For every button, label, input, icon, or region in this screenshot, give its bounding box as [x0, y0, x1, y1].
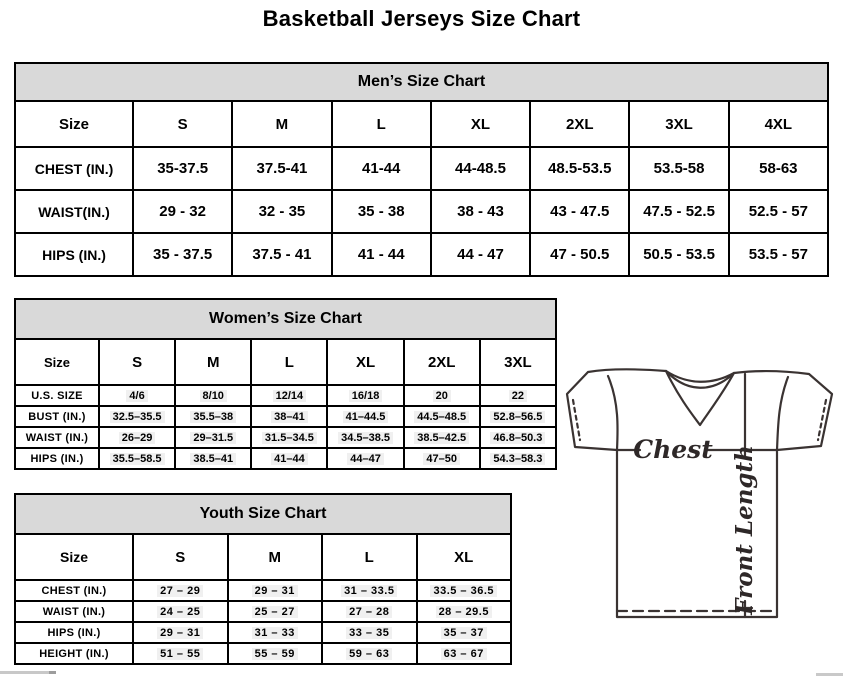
- size-value-cell: [530, 190, 629, 233]
- size-value-cell: [251, 406, 327, 427]
- size-value: 4/6: [126, 390, 147, 402]
- column-header: 4XL: [729, 101, 828, 147]
- size-value: 8/10: [200, 390, 227, 402]
- size-value-cell: [133, 190, 232, 233]
- table-row: [15, 147, 828, 190]
- page-title: Basketball Jerseys Size Chart: [262, 6, 581, 31]
- size-value-cell: [327, 406, 403, 427]
- row-label: WAIST (IN.): [15, 601, 133, 622]
- size-value-cell: [332, 233, 431, 276]
- row-label: BUST (IN.): [15, 406, 99, 427]
- size-value-cell: [404, 385, 480, 406]
- column-header: 2XL: [530, 101, 629, 147]
- size-value: 41–44: [271, 453, 308, 465]
- size-value: 59 – 63: [346, 648, 392, 660]
- row-label: CHEST (IN.): [15, 580, 133, 601]
- size-value: 25 – 27: [252, 606, 298, 618]
- size-value: 22: [509, 390, 527, 402]
- size-value-cell: [133, 580, 228, 601]
- size-value: 35.5–38: [190, 411, 236, 423]
- size-value: 47–50: [423, 453, 460, 465]
- size-value-cell: [133, 147, 232, 190]
- size-value: 26–29: [119, 432, 156, 444]
- left-armhole-seam: [608, 376, 618, 450]
- size-value-cell: [530, 233, 629, 276]
- column-header: XL: [417, 534, 512, 580]
- size-value-cell: [133, 622, 228, 643]
- size-value: 28 – 29.5: [436, 606, 492, 618]
- size-value: 29 – 31: [252, 585, 298, 597]
- size-value-cell: [99, 406, 175, 427]
- size-value-cell: [480, 406, 556, 427]
- column-header: S: [99, 339, 175, 385]
- size-value: 53.5-58: [653, 160, 705, 177]
- column-header-row: [15, 534, 511, 580]
- row-label: WAIST (IN.): [15, 427, 99, 448]
- column-header: M: [228, 534, 323, 580]
- table-row: [15, 601, 511, 622]
- size-value: 34.5–38.5: [338, 432, 393, 444]
- size-value: 44–47: [347, 453, 384, 465]
- front-length-label: Front Length: [731, 445, 758, 615]
- size-value-cell: [232, 147, 331, 190]
- size-value: 20: [433, 390, 451, 402]
- table-row: [15, 622, 511, 643]
- size-value: 41-44: [362, 160, 401, 177]
- size-value-cell: [175, 427, 251, 448]
- size-value: 46.8–50.3: [490, 432, 545, 444]
- size-value-cell: [431, 233, 530, 276]
- size-value-cell: [327, 448, 403, 469]
- size-value: 38 - 43: [457, 203, 504, 220]
- scrollbar-fragment-right[interactable]: [816, 673, 843, 676]
- table-row: [15, 233, 828, 276]
- size-value-cell: [228, 580, 323, 601]
- size-value: 12/14: [273, 390, 307, 402]
- size-value: 31 – 33.5: [341, 585, 397, 597]
- table-row: [15, 385, 556, 406]
- youth-size-table: [14, 493, 512, 665]
- size-value-cell: [232, 233, 331, 276]
- size-value: 47 - 50.5: [550, 246, 610, 263]
- size-value-cell: [228, 622, 323, 643]
- size-value: 38–41: [271, 411, 308, 423]
- size-value-cell: [417, 643, 512, 664]
- size-value-cell: [322, 580, 417, 601]
- jersey-outline: [567, 369, 832, 617]
- size-value: 31 – 33: [252, 627, 298, 639]
- size-value-cell: [251, 427, 327, 448]
- size-value-cell: [332, 147, 431, 190]
- size-value: 55 – 59: [252, 648, 298, 660]
- size-value: 35 – 37: [441, 627, 487, 639]
- size-label-header: Size: [15, 101, 133, 147]
- table-row: [15, 580, 511, 601]
- size-value: 52.5 - 57: [748, 203, 808, 220]
- size-value: 29 - 32: [159, 203, 206, 220]
- size-value-cell: [228, 601, 323, 622]
- right-cuff-stitch: [818, 400, 826, 440]
- size-value: 38.5–42.5: [414, 432, 469, 444]
- size-value-cell: [251, 385, 327, 406]
- size-value-cell: [417, 601, 512, 622]
- table-title-row: [15, 63, 828, 101]
- size-value-cell: [480, 448, 556, 469]
- column-header-row: [15, 101, 828, 147]
- size-value: 16/18: [349, 390, 383, 402]
- size-value: 27 – 29: [157, 585, 203, 597]
- size-value-cell: [133, 601, 228, 622]
- size-value-cell: [322, 622, 417, 643]
- size-value-cell: [322, 643, 417, 664]
- size-value-cell: [729, 147, 828, 190]
- size-value: 63 – 67: [441, 648, 487, 660]
- row-label: HIPS (IN.): [15, 622, 133, 643]
- column-header: 2XL: [404, 339, 480, 385]
- table-row: [15, 448, 556, 469]
- scrollbar-thumb-tip[interactable]: [49, 671, 56, 674]
- size-value: 44.5–48.5: [414, 411, 469, 423]
- size-value: 51 – 55: [157, 648, 203, 660]
- column-header: L: [332, 101, 431, 147]
- size-value-cell: [530, 147, 629, 190]
- table-title-row: [15, 299, 556, 339]
- size-value-cell: [327, 385, 403, 406]
- column-header: 3XL: [480, 339, 556, 385]
- size-value-cell: [431, 190, 530, 233]
- size-value: 37.5-41: [256, 160, 308, 177]
- row-label: HEIGHT (IN.): [15, 643, 133, 664]
- horizontal-scrollbar-thumb[interactable]: [0, 671, 56, 674]
- size-value-cell: [480, 427, 556, 448]
- size-value-cell: [133, 233, 232, 276]
- size-value: 38.5–41: [190, 453, 236, 465]
- size-value-cell: [729, 233, 828, 276]
- size-value: 35-37.5: [157, 160, 209, 177]
- size-value: 43 - 47.5: [550, 203, 610, 220]
- size-value-cell: [99, 385, 175, 406]
- table-row: [15, 643, 511, 664]
- size-value-cell: [175, 406, 251, 427]
- size-value-cell: [99, 427, 175, 448]
- womens-size-table: [14, 298, 557, 470]
- size-value-cell: [133, 643, 228, 664]
- mens-size-table: [14, 62, 829, 277]
- size-label-header: Size: [15, 339, 99, 385]
- row-label: CHEST (IN.): [15, 147, 133, 190]
- size-value: 33 – 35: [346, 627, 392, 639]
- size-value: 54.3–58.3: [490, 453, 545, 465]
- size-value-cell: [327, 427, 403, 448]
- column-header: L: [322, 534, 417, 580]
- chest-label: Chest: [633, 435, 713, 464]
- size-value-cell: [404, 427, 480, 448]
- right-armhole-seam: [777, 377, 788, 450]
- size-value: 35.5–58.5: [110, 453, 165, 465]
- row-label: WAIST(IN.): [15, 190, 133, 233]
- column-header: M: [232, 101, 331, 147]
- table-row: [15, 406, 556, 427]
- size-value-cell: [322, 601, 417, 622]
- jersey-diagram: [552, 360, 843, 630]
- size-value: 37.5 - 41: [252, 246, 312, 263]
- size-value: 33.5 – 36.5: [430, 585, 497, 597]
- row-label: HIPS (IN.): [15, 233, 133, 276]
- row-label: HIPS (IN.): [15, 448, 99, 469]
- size-value-cell: [99, 448, 175, 469]
- size-value-cell: [228, 643, 323, 664]
- size-value-cell: [729, 190, 828, 233]
- table-row: [15, 427, 556, 448]
- column-header: M: [175, 339, 251, 385]
- size-value: 52.8–56.5: [490, 411, 545, 423]
- table-title-row: [15, 494, 511, 534]
- size-value: 24 – 25: [157, 606, 203, 618]
- size-value: 41–44.5: [343, 411, 389, 423]
- size-value: 41 - 44: [357, 246, 405, 263]
- size-value-cell: [175, 448, 251, 469]
- size-value-cell: [332, 190, 431, 233]
- size-value: 48.5-53.5: [548, 160, 612, 177]
- size-value-cell: [629, 147, 728, 190]
- size-value-cell: [480, 385, 556, 406]
- size-value-cell: [404, 406, 480, 427]
- youth-chart-title: Youth Size Chart: [15, 494, 511, 534]
- size-value: 27 – 28: [346, 606, 392, 618]
- column-header: 3XL: [629, 101, 728, 147]
- size-value: 53.5 - 57: [748, 246, 808, 263]
- size-value-cell: [417, 580, 512, 601]
- size-value: 50.5 - 53.5: [643, 246, 715, 263]
- size-value-cell: [629, 190, 728, 233]
- size-value-cell: [232, 190, 331, 233]
- size-value: 32.5–35.5: [110, 411, 165, 423]
- size-value: 32 - 35: [258, 203, 306, 220]
- size-value: 58-63: [759, 160, 798, 177]
- size-value-cell: [629, 233, 728, 276]
- size-value: 35 - 38: [357, 203, 405, 220]
- size-label-header: Size: [15, 534, 133, 580]
- column-header: S: [133, 534, 228, 580]
- size-value: 44 - 47: [457, 246, 504, 263]
- size-value-cell: [404, 448, 480, 469]
- column-header: S: [133, 101, 232, 147]
- womens-chart-title: Women’s Size Chart: [15, 299, 556, 339]
- size-value: 35 - 37.5: [153, 246, 213, 263]
- size-value: 31.5–34.5: [262, 432, 317, 444]
- size-value-cell: [175, 385, 251, 406]
- mens-chart-title: Men’s Size Chart: [15, 63, 828, 101]
- size-value: 29–31.5: [190, 432, 236, 444]
- size-value: 29 – 31: [157, 627, 203, 639]
- size-value: 47.5 - 52.5: [643, 203, 715, 220]
- column-header-row: [15, 339, 556, 385]
- table-row: [15, 190, 828, 233]
- collar-band: [666, 371, 734, 388]
- size-value-cell: [417, 622, 512, 643]
- column-header: L: [251, 339, 327, 385]
- row-label: U.S. SIZE: [15, 385, 99, 406]
- size-value-cell: [431, 147, 530, 190]
- size-value: 44-48.5: [455, 160, 506, 177]
- column-header: XL: [431, 101, 530, 147]
- column-header: XL: [327, 339, 403, 385]
- size-value-cell: [251, 448, 327, 469]
